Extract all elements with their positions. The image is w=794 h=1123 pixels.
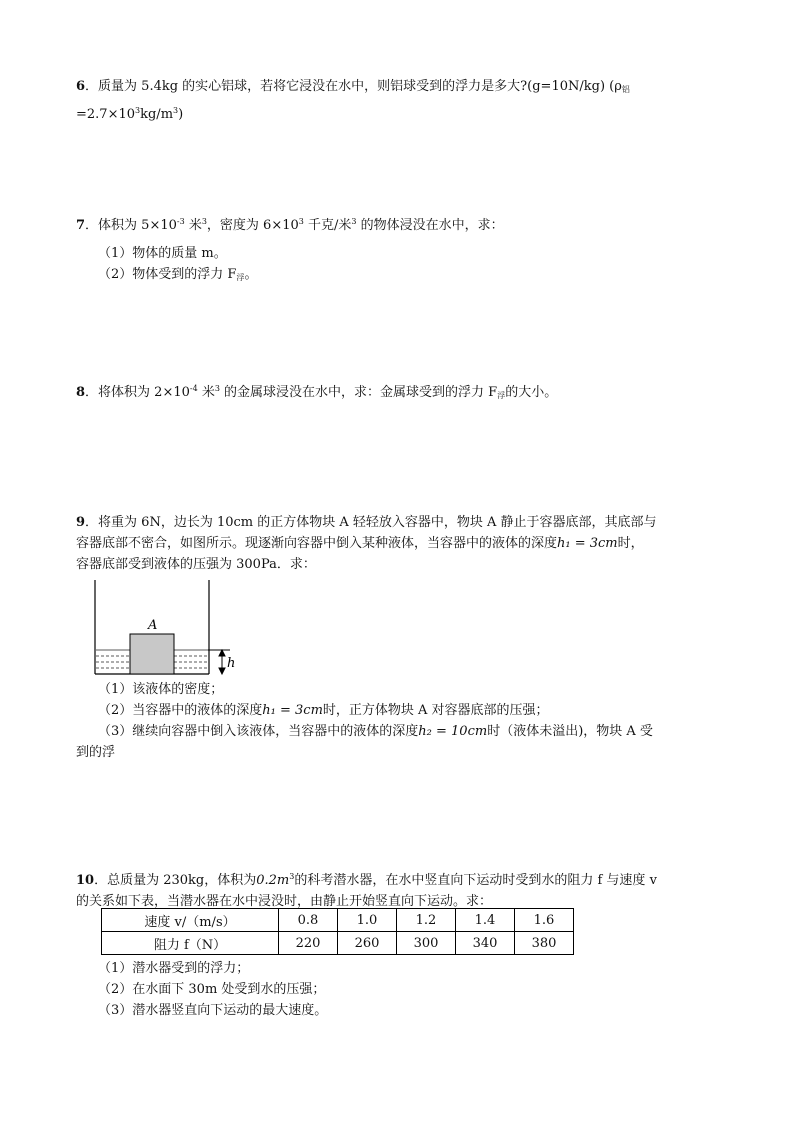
- block-label: A: [148, 618, 158, 633]
- question-text: 的关系如下表，当潜水器在水中浸没时，由静止开始竖直向下运动。求：: [76, 894, 493, 909]
- table-cell: 0.8: [279, 909, 338, 932]
- sub-question: [98, 721, 718, 742]
- table-cell: 260: [338, 932, 397, 955]
- superscript: -3: [176, 217, 185, 226]
- subscript: 浮: [236, 273, 245, 282]
- sub-question: （1）物体的质量 m。: [98, 246, 227, 261]
- superscript: 3: [289, 872, 295, 881]
- superscript: -4: [189, 384, 198, 393]
- question-8: [76, 378, 716, 406]
- question-text: ): [178, 107, 184, 122]
- speed-resistance-table: [101, 908, 574, 955]
- question-text: ．将体积为 2×10: [85, 385, 190, 400]
- sub-question: [98, 264, 257, 288]
- sub-question: （2）在水面下 30m 处受到水的压强；: [98, 982, 326, 997]
- question-text: kg/m: [140, 107, 174, 122]
- question-text: ．总质量为 230kg，体积为: [94, 873, 257, 888]
- superscript: 3: [135, 106, 141, 115]
- table-cell: 340: [456, 932, 515, 955]
- superscript: 3: [214, 384, 220, 393]
- sub-question-text: 时（液体未溢出)，物块 A 受: [487, 724, 653, 739]
- question-6: [76, 76, 716, 125]
- question-text: 的金属球浸没在水中，求：金属球受到的浮力 F: [219, 385, 498, 400]
- question-text: ．将重为 6N，边长为 10cm 的正方体物块 A 轻轻放入容器中，物块 A 静止于容器底部，其底部与: [85, 515, 657, 530]
- subscript: 浮: [497, 391, 506, 400]
- question-9: [76, 512, 716, 575]
- superscript: 3: [173, 106, 179, 115]
- question-text: ．体积为 5×10: [85, 218, 177, 233]
- question-number: 6: [76, 79, 86, 94]
- table-cell: 1.4: [456, 909, 515, 932]
- table-cell: 1.6: [515, 909, 574, 932]
- table-cell: 380: [515, 932, 574, 955]
- row-header: 速度 v/（m/s）: [102, 909, 279, 932]
- table-row: [102, 909, 574, 932]
- question-10: [76, 866, 716, 912]
- table-cell: 300: [397, 932, 456, 955]
- table-row: [102, 932, 574, 955]
- sub-question-text: （3）继续向容器中倒入该液体，当容器中的液体的深度: [98, 724, 419, 739]
- sub-question-text: 。: [244, 267, 258, 282]
- container-figure: [90, 578, 250, 678]
- superscript: 3: [201, 217, 207, 226]
- question-text: 容器底部不密合，如图所示。现逐渐向容器中倒入某种液体，当容器中的液体的深度: [76, 536, 558, 551]
- question-text: 的物体浸没在水中，求：: [356, 218, 504, 233]
- question-text: 米: [197, 385, 215, 400]
- sub-question-text: 时，正方体物块 A 对容器底部的压强；: [322, 703, 549, 718]
- question-text: 容器底部受到液体的压强为 300Pa．求：: [76, 557, 316, 572]
- sub-question: （1）该液体的密度；: [98, 682, 224, 697]
- math-expression: 0.2m: [256, 873, 290, 888]
- table-cell: 220: [279, 932, 338, 955]
- sub-question: （1）潜水器受到的浮力；: [98, 961, 250, 976]
- question-number: 10: [76, 873, 95, 888]
- question-text: 千克/米: [303, 218, 352, 233]
- table-cell: 1.2: [397, 909, 456, 932]
- math-expression: h₁ = 3cm: [262, 703, 323, 718]
- question-number: 7: [76, 218, 86, 233]
- block-a: [130, 634, 174, 674]
- row-header: 阻力 f（N）: [102, 932, 279, 955]
- subscript: 铝: [621, 85, 630, 94]
- sub-question: [98, 700, 549, 721]
- sub-question: （3）潜水器竖直向下运动的最大速度。: [98, 1003, 328, 1018]
- question-text: ，密度为 6×10: [206, 218, 299, 233]
- math-expression: h₁ = 3cm: [557, 536, 618, 551]
- sub-question-text: （2）当容器中的液体的深度: [98, 703, 263, 718]
- question-text: =2.7×10: [76, 107, 136, 122]
- sub-question-text: （2）物体受到的浮力 F: [98, 267, 237, 282]
- sub-question-continued: 到的浮: [76, 745, 116, 760]
- height-label: h: [227, 656, 236, 671]
- question-text: 时，: [617, 536, 644, 551]
- superscript: 3: [351, 217, 357, 226]
- question-text: 米: [184, 218, 202, 233]
- superscript: 3: [298, 217, 304, 226]
- math-expression: h₂ = 10cm: [418, 724, 488, 739]
- table-cell: 1.0: [338, 909, 397, 932]
- question-number: 8: [76, 385, 86, 400]
- question-text: 的大小。: [505, 385, 558, 400]
- question-text: 的科考潜水器，在水中竖直向下运动时受到水的阻力 f 与速度 v: [294, 873, 657, 888]
- question-text: ．质量为 5.4kg 的实心铝球，若将它浸没在水中，则铝球受到的浮力是多大?(g=10N/kg) (ρ: [85, 79, 622, 94]
- question-number: 9: [76, 515, 86, 530]
- question-7: [76, 211, 716, 236]
